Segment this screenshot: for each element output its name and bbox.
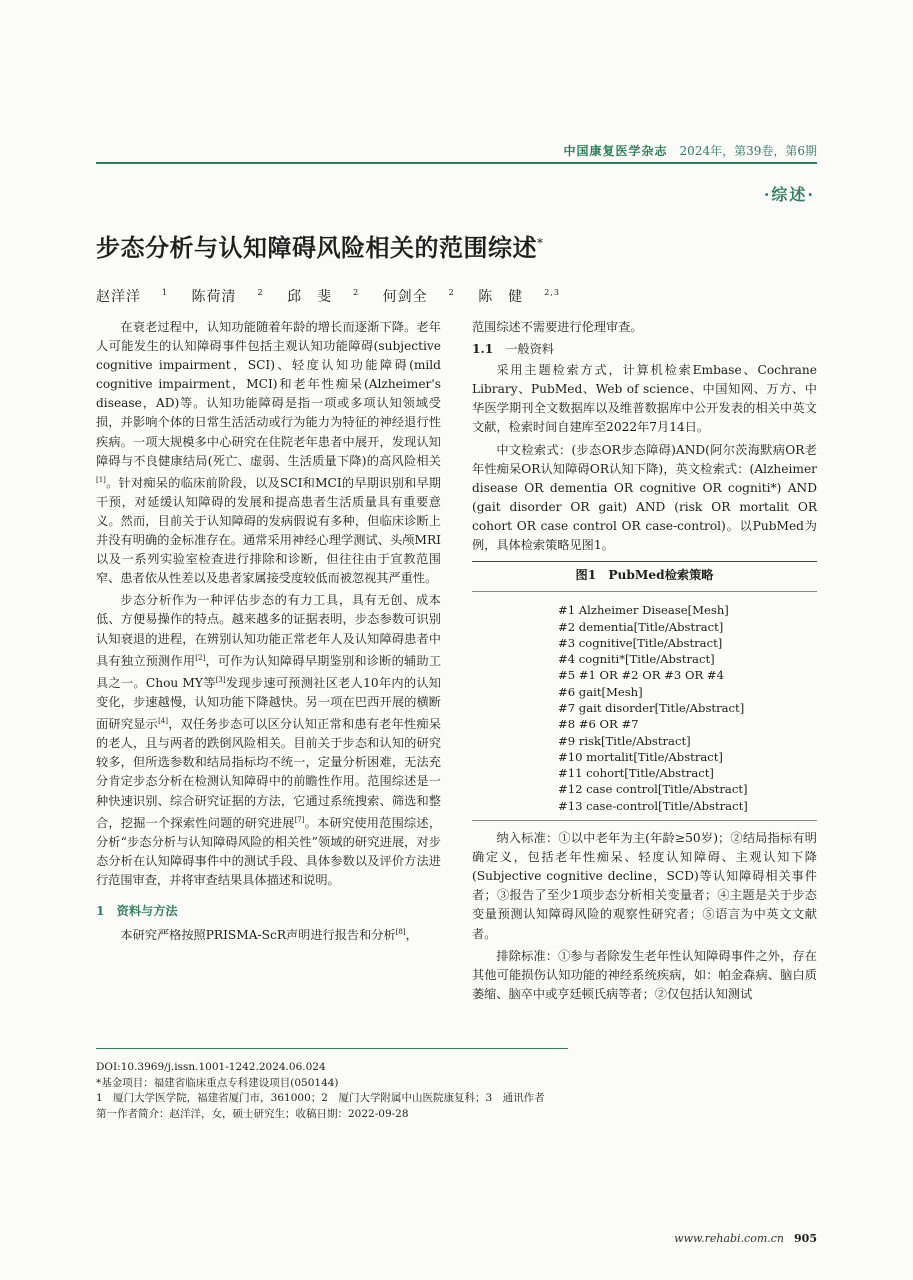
journal-name: 中国康复医学杂志 — [563, 144, 668, 158]
paragraph: 排除标准：①参与者除发生老年性认知障碍事件之外，存在其他可能损伤认知功能的神经系统疾病，如：帕金森病、脑白质萎缩、脑卒中或亨廷顿氏病等者；②仅包括认知测试 — [472, 948, 817, 1001]
section-heading: 1 资料与方法 — [96, 904, 178, 919]
author-name: 邱 斐 — [287, 289, 333, 305]
citation: [4] — [158, 717, 168, 726]
author-name: 陈 健 — [478, 289, 524, 305]
right-column — [472, 318, 817, 1007]
paragraph — [96, 591, 441, 890]
author-affiliation: 2 — [353, 288, 360, 298]
paragraph: 范围综述不需要进行伦理审查。 — [472, 320, 643, 334]
author — [287, 289, 359, 305]
subsection-heading — [472, 340, 817, 359]
paragraph-text: 步态分析作为一种评估步态的有力工具，具有无创、成本低、方便易操作的特点。越来越多的证据表明，步态参数可识别认知衰退的进程，在辨别认知功能正常老年人及认知障碍患者中具有独立预测作用 — [96, 593, 441, 668]
paragraph: 采用主题检索方式，计算机检索Embase、Cochrane Library、PubMed、Web of science、中国知网、万方、中华医学期刊全文数据库以及维普数据库中公开发表的相关中英文文献，检索时间自建库至2022年7月14日。 — [472, 363, 817, 435]
author — [383, 289, 455, 305]
paragraph-text: 在衰老过程中，认知功能随着年龄的增长而逐渐下降。老年人可能发生的认知障碍事件包括主观认知功能障碍(subjective cognitive impairment，SCI)、轻度认知功能障碍(mild cognitive impairment，MCI)和老年性痴呆(Alzheimer's disease，AD)等。认知功能障碍是指一项或多项认知领域受损，并影响个体的日常生活活动或行为能力为特征的神经退行性疾病。一项大规模多中心研究在住院老年患者中展开，发现认知障碍与不良健康结局(死亡、虚弱、生活质量下降)的高风险相关 — [96, 320, 441, 468]
search-line: #13 case-control[Title/Abstract] — [558, 798, 748, 813]
search-line: #10 mortalit[Title/Abstract] — [558, 749, 723, 764]
author-name: 陈荷清 — [191, 289, 237, 305]
search-line: #9 risk[Title/Abstract] — [558, 733, 691, 748]
subsection-title: 一般资料 — [505, 342, 554, 357]
page-number: 905 — [794, 1232, 817, 1245]
figure-caption: 图1 PubMed检索策略 — [472, 561, 817, 592]
search-line: #12 case control[Title/Abstract] — [558, 782, 748, 797]
running-header — [96, 138, 817, 164]
author-bio: 第一作者简介：赵洋洋，女，硕士研究生；收稿日期：2022-09-28 — [96, 1107, 409, 1120]
funding-note: *基金项目：福建省临床重点专科建设项目(050144) — [96, 1076, 339, 1089]
title-footnote-mark: * — [537, 236, 544, 250]
paragraph-text: 发现步速可预测社区老人10年内的认知变化，步速越慢，认知功能下降越快。另一项在巴西开展的横断面研究显示 — [96, 675, 441, 732]
search-line: #2 dementia[Title/Abstract] — [558, 619, 724, 634]
paragraph-text: 。本研究使用范围综述，分析“步态分析与认知障碍风险的相关性”领域的研究进展，对步态分析在认知障碍事件中的测试手段、具体参数以及评价方法进行范围审查，并将审查结果具体描述和说明。 — [96, 815, 442, 887]
paragraph-text: ，双任务步态可以区分认知正常和患有老年性痴呆的老人，且与两者的跌倒风险相关。目前关于步态和认知的研究较多，但所选参数和结局指标均不统一，定量分析困难，无法充分肯定步态分析在检测认知障碍中的前瞻性作用。范围综述是一种快速识别、综合研究证据的方法，它通过系统搜索、筛选和整合，挖掘一个探索性问题的研究进展 — [96, 717, 442, 830]
left-column — [96, 318, 441, 948]
paragraph-text: 本研究严格按照PRISMA-ScR声明进行报告和分析 — [120, 928, 396, 943]
section-tag: ·综述· — [763, 185, 815, 204]
page-footer — [674, 1232, 817, 1245]
paragraph — [96, 318, 441, 588]
author-affiliation: 2 — [448, 288, 455, 298]
search-line: #6 gait[Mesh] — [558, 684, 643, 699]
footnote-divider — [96, 1048, 568, 1049]
search-line: #8 #6 OR #7 — [558, 717, 639, 732]
citation: [7] — [294, 815, 305, 824]
paragraph: 纳入标准：①以中老年为主(年龄≥50岁)；②结局指标有明确定义，包括老年性痴呆、轻度认知障碍、主观认知下降(Subjective cognitive decline，SCD)等认知障碍相关事件者；③报告了至少1项步态分析相关变量者；④主题是关于步态变量预测认知障碍风险的观察性研究者；⑤语言为中英文文献者。 — [472, 831, 817, 941]
paragraph: 中文检索式：(步态OR步态障碍)AND(阿尔茨海默病OR老年性痴呆OR认知障碍OR认知下降)，英文检索式：(Alzheimer disease OR dementia OR cognitive OR cogniti*) AND (gait disorder OR gait) AND (risk OR mortalit OR cohort OR case control OR case-control)。以PubMed为例，具体检索策略见图1。 — [472, 442, 817, 553]
citation: [3] — [215, 675, 226, 684]
doi: DOI:10.3969/j.issn.1001-1242.2024.06.024 — [96, 1061, 326, 1073]
website: www.rehabi.com.cn — [674, 1232, 785, 1245]
citation: [2] — [195, 653, 206, 662]
subsection-number: 1.1 — [472, 342, 494, 357]
journal-info — [564, 142, 817, 159]
footnotes — [96, 1060, 796, 1122]
paragraph-text: ， — [405, 928, 418, 943]
paragraph-text: 。针对痴呆的临床前阶段，以及SCI和MCI的早期识别和早期干预，对延缓认知障碍的发展和提高患者生活质量具有重要意义。然而，目前关于认知障碍的发病假说有多种，但临床诊断上并没有明确的金标准存在。通常采用神经心理学测试、头颅MRI以及一系列实验室检查进行排除和诊断，但往往由于宣教范围窄、患者依从性差以及患者家属接受度较低而被忽视其严重性。 — [96, 475, 441, 586]
paragraph-text: ，可作为认知障碍早期鉴别和诊断的辅助工具之一。Chou MY等 — [96, 653, 442, 690]
search-line: #1 Alzheimer Disease[Mesh] — [558, 603, 729, 618]
author-list — [96, 286, 578, 306]
author-affiliation: 2 — [257, 288, 264, 298]
affiliations: 1 厦门大学医学院，福建省厦门市，361000；2 厦门大学附属中山医院康复科；3 通讯作者 — [96, 1092, 545, 1104]
search-line: #7 gait disorder[Title/Abstract] — [558, 701, 745, 715]
author — [96, 289, 168, 305]
title-text: 步态分析与认知障碍风险相关的范围综述 — [96, 233, 537, 262]
author — [192, 289, 264, 305]
author-name: 赵洋洋 — [96, 289, 141, 305]
search-line: #4 cogniti*[Title/Abstract] — [558, 652, 715, 667]
journal-volume: 2024年，第39卷，第6期 — [679, 144, 817, 158]
search-line: #11 cohort[Title/Abstract] — [558, 766, 714, 781]
author-affiliation: 2,3 — [544, 288, 560, 298]
citation: [8] — [395, 928, 406, 937]
author — [478, 289, 560, 305]
paragraph — [96, 923, 441, 945]
search-line: #3 cognitive[Title/Abstract] — [558, 635, 723, 650]
search-strategy-list — [472, 592, 817, 821]
author-affiliation: 1 — [162, 288, 169, 298]
article-title — [96, 228, 544, 263]
search-line: #5 #1 OR #2 OR #3 OR #4 — [558, 668, 724, 683]
author-name: 何剑全 — [382, 289, 428, 305]
figure-1 — [472, 561, 817, 821]
citation: [1] — [96, 475, 106, 484]
